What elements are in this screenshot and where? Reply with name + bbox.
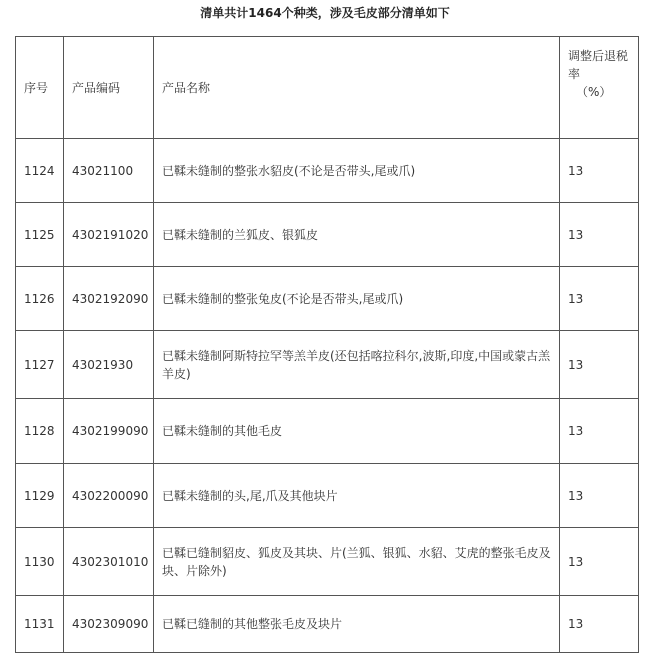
cell-rate: 13 — [560, 331, 639, 399]
cell-no: 1124 — [16, 139, 64, 203]
table-row — [16, 331, 639, 399]
cell-name: 已鞣未缝制的整张水貂皮(不论是否带头,尾或爪) — [154, 139, 560, 203]
cell-name: 已鞣未缝制的整张兔皮(不论是否带头,尾或爪) — [154, 267, 560, 331]
table-row — [16, 596, 639, 653]
cell-rate: 13 — [560, 596, 639, 653]
cell-code: 4302301010 — [64, 528, 154, 596]
table-row — [16, 399, 639, 464]
cell-name: 已鞣已缝制貂皮、狐皮及其块、片(兰狐、银狐、水貂、艾虎的整张毛皮及块、片除外) — [154, 528, 560, 596]
cell-rate: 13 — [560, 267, 639, 331]
header-rate-line2: 率 — [568, 67, 581, 81]
cell-no: 1128 — [16, 399, 64, 464]
cell-code: 4302200090 — [64, 464, 154, 528]
table-header-row — [16, 37, 639, 139]
cell-code: 43021100 — [64, 139, 154, 203]
header-rate-line1: 调整后退税 — [568, 49, 629, 63]
export-rebate-table — [15, 36, 639, 653]
table-row — [16, 464, 639, 528]
cell-code: 4302309090 — [64, 596, 154, 653]
cell-code: 43021930 — [64, 331, 154, 399]
header-code: 产品编码 — [64, 37, 154, 139]
cell-name: 已鞣未缝制的头,尾,爪及其他块片 — [154, 464, 560, 528]
header-name: 产品名称 — [154, 37, 560, 139]
cell-rate: 13 — [560, 464, 639, 528]
header-rate — [560, 37, 639, 139]
table-row — [16, 139, 639, 203]
cell-no: 1131 — [16, 596, 64, 653]
cell-no: 1126 — [16, 267, 64, 331]
cell-rate: 13 — [560, 139, 639, 203]
page-title: 清单共计1464个种类，涉及毛皮部分清单如下 — [200, 6, 450, 20]
table-row — [16, 528, 639, 596]
cell-no: 1130 — [16, 528, 64, 596]
cell-no: 1127 — [16, 331, 64, 399]
header-rate-line3: （%） — [576, 85, 612, 99]
cell-rate: 13 — [560, 528, 639, 596]
cell-name: 已鞣已缝制的其他整张毛皮及块片 — [154, 596, 560, 653]
cell-name: 已鞣未缝制阿斯特拉罕等羔羊皮(还包括喀拉科尔,波斯,印度,中国或蒙古羔羊皮) — [154, 331, 560, 399]
cell-no: 1125 — [16, 203, 64, 267]
table-row — [16, 203, 639, 267]
cell-name: 已鞣未缝制的兰狐皮、银狐皮 — [154, 203, 560, 267]
cell-code: 4302192090 — [64, 267, 154, 331]
cell-code: 4302199090 — [64, 399, 154, 464]
table-row — [16, 267, 639, 331]
cell-rate: 13 — [560, 203, 639, 267]
cell-rate: 13 — [560, 399, 639, 464]
cell-name: 已鞣未缝制的其他毛皮 — [154, 399, 560, 464]
cell-code: 4302191020 — [64, 203, 154, 267]
cell-no: 1129 — [16, 464, 64, 528]
header-no: 序号 — [16, 37, 64, 139]
